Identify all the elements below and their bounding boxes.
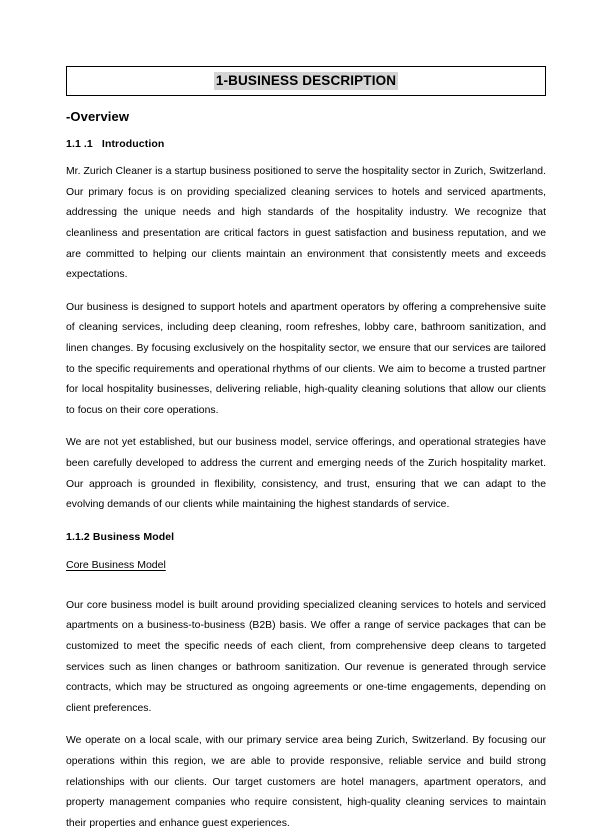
paragraph-intro-3: We are not yet established, but our business model, service offerings, and operational strategies have been carefully developed to address the current and emerging needs of the Zurich hospitality market. Our approach is grounded in flexibility, consistency, and trust, ensuring that we can adapt to the evolving demands of our clients while maintaining the highest standards of service. <box>66 437 546 511</box>
page-title: 1-BUSINESS DESCRIPTION <box>215 73 397 89</box>
section-heading-introduction: 1.1 .1 Introduction <box>66 137 165 150</box>
document-content <box>66 66 546 834</box>
paragraph-intro-2: Our business is designed to support hotels and apartment operators by offering a comprehensive suite of cleaning services, including deep cleaning, room refreshes, lobby care, bathroom sanitization, and linen changes. By focusing exclusively on the hospitality sector, we ensure that our services are tailored to the specific requirements and operational rhythms of our clients. We aim to become a trusted partner for local hospitality businesses, delivering reliable, high-quality cleaning solutions that allow our clients to focus on their core operations. <box>66 301 546 416</box>
section-heading-business-model: 1.1.2 Business Model <box>66 530 175 543</box>
paragraph-business-model-1: Our core business model is built around providing specialized cleaning services to hotels and serviced apartments on a business-to-business (B2B) basis. We offer a range of service packages that can be customized to meet the specific needs of each client, from comprehensive deep cleans to targeted services such as linen changes or bathroom sanitization. Our revenue is generated through service contracts, which may be structured as ongoing agreements or one-time engagements, depending on client preferences. <box>66 599 546 714</box>
paragraph-business-model-2: We operate on a local scale, with our primary service area being Zurich, Switzerland. By focusing our operations within this region, we are able to provide responsive, reliable service and build strong relationships with our clients. Our target customers are hotel managers, apartment operators, and property management companies who require consistent, high-quality cleaning services to maintain their properties and enhance guest experiences. <box>66 735 546 829</box>
document-title-box <box>66 66 546 96</box>
paragraph-intro-1: Mr. Zurich Cleaner is a startup business positioned to serve the hospitality sector in Zurich, Switzerland. Our primary focus is on providing specialized cleaning services to hotels and serviced apartments, addressing the unique needs and high standards of the hospitality industry. We recognize that cleanliness and presentation are critical factors in guest satisfaction and business reputation, and we are committed to helping our clients maintain an environment that consistently meets and exceeds expectations. <box>66 166 546 281</box>
subheading-core-business-model: Core Business Model <box>66 559 166 572</box>
overview-heading: -Overview <box>66 109 130 124</box>
subheading-wrapper <box>66 555 546 584</box>
